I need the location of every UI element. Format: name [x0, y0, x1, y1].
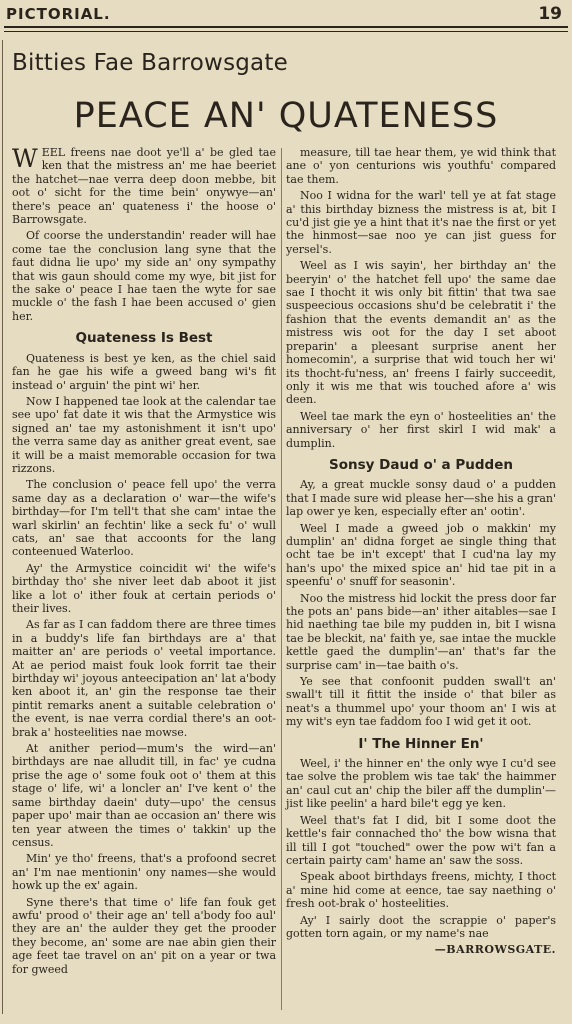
- paragraph: Weel, i' the hinner en' the only wye I cu'd see tae solve the problem wis tae tak' the haimmer an' caul cut an' chip the biler aff the dumplin'—jist like peelin' a hard bile't egg ye ken.: [286, 757, 556, 811]
- paragraph: Quateness is best ye ken, as the chiel said fan he gae his wife a gweed bang wi's fit instead o' arguin' the pint wi' her.: [12, 351, 276, 392]
- paragraph: Speak aboot birthdays freens, michty, I thoct a' mine hid come at eence, tae say naething o' fresh oot-brak o' hosteelities.: [286, 870, 556, 911]
- article-column-1: [12, 146, 276, 979]
- subheading: Sonsy Daud o' a Pudden: [329, 456, 513, 473]
- page-header: [0, 0, 572, 30]
- header-rule: [4, 26, 568, 28]
- subheading: I' The Hinner En': [358, 735, 484, 752]
- paragraph: The conclusion o' peace fell upo' the verra same day as a declaration o' war—the wife's birthday—for I'm tell't that she cam' intae the warl skirlin' an fechtin' like a seck fu' o' wull cats, an' sae that accoonts for the lang conteenued Waterloo.: [12, 478, 276, 559]
- paragraph: Weel as I wis sayin', her birthday an' the beeryin' o' the hatchet fell upo' the same dae sae I thocht it wis only bit fittin' that twa sae suspeecious occasions shu'd be celebratit i' the fashion that the events demandit an' as the mistress wis oot for the day I set aboot preparin' a pleesant surprise anent her homecomin', a surprise that wid touch her wi' its thocht-fu'ness, an' freens I fairly succeedit, only it wis me that wis touched afore a' wis deen.: [286, 259, 556, 407]
- left-margin-rule: [2, 40, 3, 1014]
- paragraph: WEEL freens nae doot ye'll a' be gled tae ken that the mistress an' me hae beeriet the hatchet—nae verra deep doon mebbe, bit oot o' sicht for the time bein' onywye—an' there's peace an' quateness i' the hoose o' Barrowsgate.: [12, 144, 276, 227]
- paragraph: Of coorse the understandin' reader will hae come tae the conclusion lang syne that the faut didna lie upo' my side an' ony sympathy that wis gaun should come my wye, bit jist for the sake o' peace I hae taen the wyte for sae muckle o' the fash I hae been accused o' gien her.: [12, 229, 276, 323]
- column-divider: [281, 148, 282, 1010]
- author-signature: —BARROWSGATE.: [434, 943, 556, 957]
- paragraph: As far as I can faddom there are three times in a buddy's life fan birthdays are a' that maitter an' are periods o' veetal importance. At ae period maist fouk look forrit tae their birthday wi' joyous anteecipation an' lat a'body ken aboot it, an' gin the response tae their pintit remarks anent a suitable celebration o' the event, is nae verra cordial there's an oot-brak a' hosteelities nae mowse.: [12, 618, 276, 739]
- header-rule-thin: [4, 31, 568, 32]
- paragraph: Ay' the Armystice coincidit wi' the wife's birthday tho' she niver leet dab aboot it jist like a lot o' ither fouk at certain periods o' their lives.: [12, 561, 276, 615]
- paragraph: Noo I widna for the warl' tell ye at fat stage a' this birthday bizness the mistress is at, bit I cu'd jist gie ye a hint that it's nae the first or yet the hinmost—sae noo ye can jist guess for yersel's.: [286, 189, 556, 256]
- paragraph: Ay' I sairly doot the scrappie o' paper's gotten torn again, or my name's nae: [286, 913, 556, 940]
- subheading: Quateness Is Best: [75, 330, 213, 347]
- paragraph: Ay, a great muckle sonsy daud o' a pudden that I made sure wid please her—she his a gran' lap ower ye ken, especially efter an' ootin'.: [286, 478, 556, 519]
- paragraph: Weel tae mark the eyn o' hosteelities an' the anniversary o' her first skirl I wid mak' a dumplin.: [286, 409, 556, 450]
- paragraph: At anither period—mum's the wird—an' birthdays are nae alludit till, in fac' ye cudna prise the age o' some fouk oot o' them at this stage o' life, wi' a loncler an' I've kent o' the same birthday daein' duty—upo' the census paper upo' mair than ae occasion an' there wis ten year atween the times o' takkin' up the census.: [12, 742, 276, 849]
- article-column-2: [286, 146, 556, 960]
- paragraph: measure, till tae hear them, ye wid think that ane o' yon centurions wis youthfu' compared tae them.: [286, 146, 556, 186]
- paragraph: Weel I made a gweed job o makkin' my dumplin' an' didna forget ae single thing that ocht tae be in't except' that I cud'na lay my han's upo' the mixed spice an' hid tae pit in a speenfu' o' snuff for seasonin'.: [286, 521, 556, 589]
- masthead: PICTORIAL.: [6, 5, 111, 23]
- paragraph: Ye see that confoonit pudden swall't an' swall't till it fittit the inside o' that biler as neat's a thummel upo' your thoom an' I wis at my wit's eyn tae faddom foo I wid get it oot.: [286, 675, 556, 729]
- paragraph: Noo the mistress hid lockit the press door far the pots an' pans bide—an' ither aitables—sae I hid naething tae bile my pudden in, bit I wisna tae be bleckit, na' faith ye, sae intae the muckle kettle gaed the dumplin'—an' that's far the surprise cam' in—tae baith o's.: [286, 591, 556, 672]
- article-headline: PEACE AN' QUATENESS: [73, 96, 499, 136]
- paragraph: Syne there's that time o' life fan fouk get awfu' prood o' their age an' tell a'body foo aul' they are an' the aulder they get the prooder they become, an' some are nae abin gien their age feet tae travel on an' pit on a year or twa for gweed: [12, 895, 276, 976]
- paragraph: Min' ye tho' freens, that's a profoond secret an' I'm nae mentionin' ony names—she would howk up the ex' again.: [12, 852, 276, 893]
- series-title: Bitties Fae Barrowsgate: [12, 50, 288, 76]
- paragraph: Weel that's fat I did, bit I some doot the kettle's fair connached tho' the bow wisna that ill till I got "touched" ower the pow wi't fan a certain pairty cam' hame an' saw the soss.: [286, 813, 556, 867]
- paragraph: Now I happened tae look at the calendar tae see upo' fat date it wis that the Armystice wis signed an' tae my astonishment it isn't upo' the verra same day as anither great event, sae it will be a maist memorable occasion for twa rizzons.: [12, 394, 276, 475]
- page-number: 19: [538, 4, 562, 24]
